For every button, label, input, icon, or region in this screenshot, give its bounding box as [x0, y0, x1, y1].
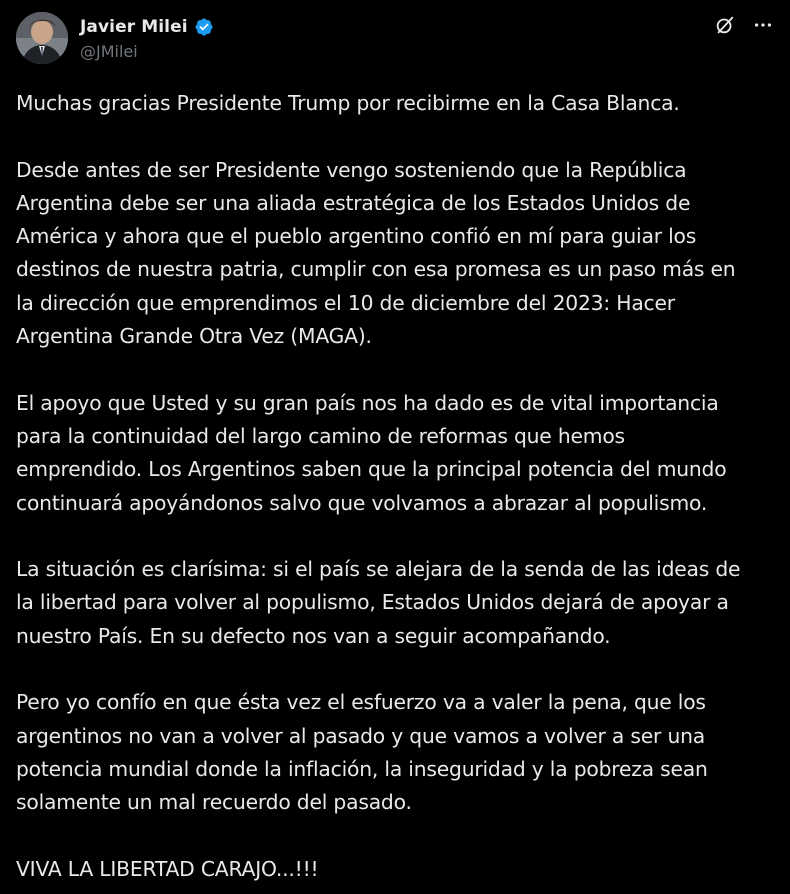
name-row: [80, 14, 214, 40]
author-display-name[interactable]: Javier Milei: [80, 17, 188, 37]
author-names: [80, 14, 214, 61]
header-actions: [714, 14, 774, 36]
tweet-paragraph: Desde antes de ser Presidente vengo sosteniendo que la República Argentina debe ser una aliada estratégica de los Estados Unidos de América y ahora que el pueblo argentino confió en mí para guiar los destinos de nuestra patria, cumplir con esa promesa es un paso más en la dirección que emprendimos el 10 de diciembre del 2023: Hacer Argentina Grande Otra Vez (MAGA).: [16, 157, 736, 349]
avatar-image: [16, 12, 68, 64]
more-options-icon[interactable]: [752, 14, 774, 36]
tweet-paragraph: Muchas gracias Presidente Trump por recibirme en la Casa Blanca.: [16, 91, 680, 115]
tweet-text: [16, 87, 776, 886]
tweet-paragraph: VIVA LA LIBERTAD CARAJO...!!!: [16, 856, 319, 881]
tweet-header: [16, 10, 774, 70]
verified-badge-icon: [194, 17, 214, 37]
author-avatar[interactable]: [16, 12, 68, 64]
author-handle[interactable]: @JMilei: [80, 42, 138, 61]
tweet-paragraph: Pero yo confío en que ésta vez el esfuerzo va a valer la pena, que los argentinos no van a volver al pasado y que vamos a volver a ser una potencia mundial donde la inflación, la inseguridad y la pobreza sean solamente un mal recuerdo del pasado.: [16, 690, 708, 815]
grok-icon[interactable]: [714, 14, 736, 36]
tweet-paragraph: La situación es clarísima: si el país se alejara de la senda de las ideas de la libertad para volver al populismo, Estados Unidos dejará de apoyar a nuestro País. En su defecto nos van a seguir acompañando.: [16, 557, 741, 648]
tweet-paragraph: El apoyo que Usted y su gran país nos ha dado es de vital importancia para la continuidad del largo camino de reformas que hemos emprendido. Los Argentinos saben que la principal potencia del mundo continuará apoyándonos salvo que volvamos a abrazar al populismo.: [16, 390, 727, 515]
